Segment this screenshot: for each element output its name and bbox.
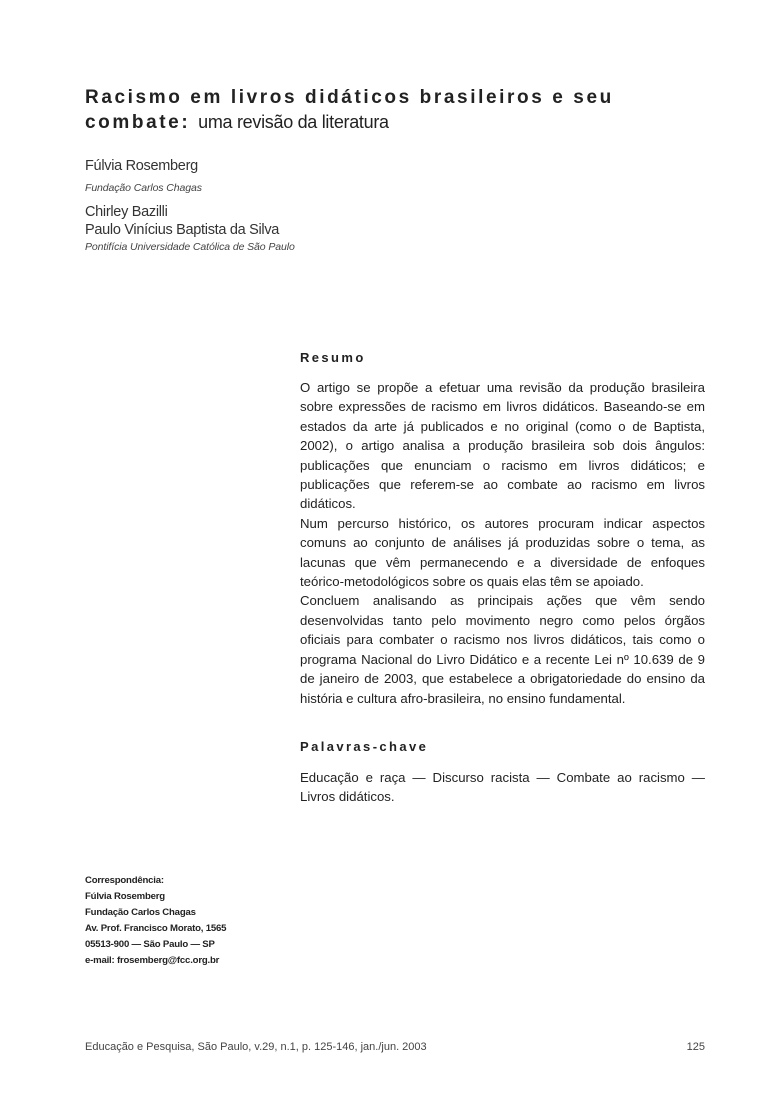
abstract-body: [300, 378, 705, 708]
journal-citation: Educação e Pesquisa, São Paulo, v.29, n.1, p. 125-146, jan./jun. 2003: [85, 1041, 427, 1053]
page-number: 125: [686, 1041, 705, 1053]
abstract-heading: Resumo: [300, 350, 366, 365]
author-name: Fúlvia Rosemberg: [85, 158, 198, 174]
correspondence-institution: Fundação Carlos Chagas: [85, 907, 196, 918]
title-bold-part: combate:: [85, 112, 191, 133]
author-group: [85, 203, 279, 239]
author-name: Chirley Bazilli: [85, 204, 168, 220]
correspondence-city: 05513-900 — São Paulo — SP: [85, 939, 215, 950]
correspondence-email: e-mail: frosemberg@fcc.org.br: [85, 955, 220, 966]
author-name: Paulo Vinícius Baptista da Silva: [85, 222, 280, 238]
abstract-paragraph: Concluem analisando as principais ações que vêm sendo desenvolvidas tanto pelo movimento negro como pelos órgãos oficiais para combater o racismo nos livros didáticos, tais como o programa Nacional do Livro Didático e a recente Lei nº 10.639 de 9 de janeiro de 2003, que estabelece a obrigatoriedade do ensino da história e cultura afro-brasileira, no ensino fundamental.: [300, 593, 705, 706]
author-affiliation: Fundação Carlos Chagas: [85, 182, 202, 194]
title-line-2: [85, 110, 705, 135]
article-title: [85, 86, 705, 135]
abstract-paragraph: O artigo se propõe a efetuar uma revisão da produção brasileira sobre expressões de racismo em livros didáticos. Baseando-se em estados da arte já publicados e no original (como o de Baptista, 2002), o artigo analisa a produção brasileira sob dois ângulos: publicações que enunciam o racismo em livros didáticos; e publicações que referem-se ao combate ao racismo em livros didáticos.: [300, 380, 705, 512]
keywords-text: Educação e raça — Discurso racista — Combate ao racismo — Livros didáticos.: [300, 770, 705, 805]
title-subtitle: uma revisão da literatura: [198, 112, 389, 132]
correspondence-block: [85, 873, 226, 969]
correspondence-name: Fúlvia Rosemberg: [85, 891, 165, 902]
author-affiliation: Pontifícia Universidade Católica de São Paulo: [85, 241, 295, 253]
title-line-1: Racismo em livros didáticos brasileiros e seu: [85, 87, 614, 108]
keywords-heading: Palavras-chave: [300, 739, 429, 754]
correspondence-label: Correspondência:: [85, 875, 164, 886]
abstract-paragraph: Num percurso histórico, os autores procuram indicar aspectos comuns ao conjunto de análises já produzidas sobre o tema, as lacunas que vêm permanecendo e a diversidade de enfoques teórico-metodológicos sobre os quais elas têm se apoiado.: [300, 515, 705, 590]
correspondence-street: Av. Prof. Francisco Morato, 1565: [85, 923, 227, 934]
